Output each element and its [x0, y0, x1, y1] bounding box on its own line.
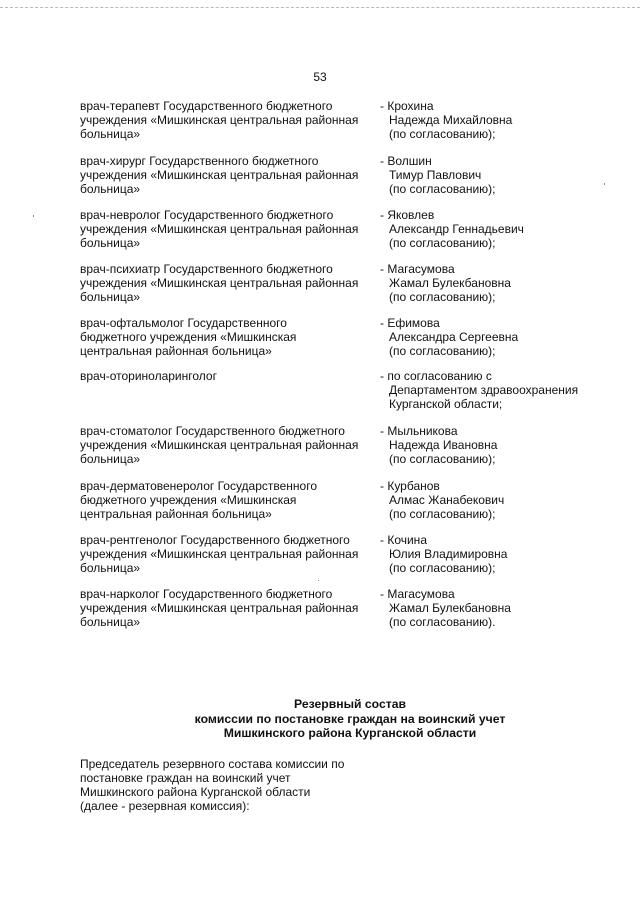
member-role	[80, 534, 380, 575]
member-role	[80, 100, 380, 141]
person-line: (по согласованию);	[389, 126, 496, 141]
chairman-line: Председатель резервного состава комиссии по	[80, 757, 345, 771]
member-person	[380, 588, 610, 629]
role-line: врач-оториноларинголог	[80, 369, 217, 383]
chairman-line: (далее - резервная комиссия):	[80, 799, 250, 813]
person-line: - Магасумова	[380, 262, 455, 276]
person-line: Александр Геннадьевич	[389, 221, 524, 236]
person-line: (по согласованию);	[389, 181, 496, 196]
role-line: врач-невролог Государственного бюджетного	[80, 208, 334, 222]
role-line: бюджетного учреждения «Мишкинская	[80, 492, 297, 507]
chairman-line: Мишкинского района Курганской области	[80, 785, 311, 799]
member-role	[80, 155, 380, 196]
scan-speck	[33, 215, 34, 217]
member-role	[80, 588, 380, 629]
chairman-line: постановке граждан на воинский учет	[80, 771, 291, 785]
role-line: больница»	[80, 235, 141, 250]
chairman-paragraph	[80, 757, 400, 813]
person-line: - Яковлев	[380, 208, 435, 222]
page-number: 53	[313, 70, 327, 84]
member-role	[80, 370, 380, 384]
person-line: Курганской области;	[389, 396, 503, 411]
heading-line: комиссии по постановке граждан на воинский учет	[194, 711, 506, 726]
role-line: учреждения «Мишкинская центральная районная	[80, 437, 359, 452]
reserve-heading	[170, 697, 530, 741]
role-line: врач-стоматолог Государственного бюджетного	[80, 424, 345, 438]
person-line: (по согласованию);	[389, 560, 496, 575]
person-line: Надежда Михайловна	[389, 112, 513, 127]
person-line: (по согласованию).	[389, 614, 496, 629]
scan-speck	[604, 183, 605, 185]
role-line: больница»	[80, 614, 141, 629]
person-line: (по согласованию);	[389, 506, 496, 521]
scan-edge-line	[0, 7, 640, 8]
person-line: - Волшин	[380, 154, 432, 168]
role-line: больница»	[80, 181, 141, 196]
scan-speck	[318, 580, 319, 581]
role-line: центральная районная больница»	[80, 506, 272, 521]
member-person	[380, 534, 610, 575]
member-role	[80, 209, 380, 250]
person-line: (по согласованию);	[389, 289, 496, 304]
person-line: Надежда Ивановна	[389, 437, 498, 452]
person-line: - Магасумова	[380, 587, 455, 601]
person-line: (по согласованию);	[389, 235, 496, 250]
member-person	[380, 317, 610, 358]
person-line: Департаментом здравоохранения	[389, 382, 579, 397]
member-person	[380, 155, 610, 196]
role-line: врач-рентгенолог Государственного бюджетного	[80, 533, 350, 547]
role-line: учреждения «Мишкинская центральная районная	[80, 112, 359, 127]
member-person	[380, 480, 610, 521]
role-line: врач-офтальмолог Государственного	[80, 316, 287, 330]
person-line: Александра Сергеевна	[389, 329, 519, 344]
person-line: - Мыльникова	[380, 424, 458, 438]
role-line: врач-психиатр Государственного бюджетного	[80, 262, 333, 276]
role-line: бюджетного учреждения «Мишкинская	[80, 329, 297, 344]
member-person	[380, 370, 610, 411]
member-role	[80, 263, 380, 304]
person-line: - Кочина	[380, 533, 427, 547]
person-line: Жамал Булекбановна	[389, 600, 511, 615]
person-line: Юлия Владимировна	[389, 546, 508, 561]
role-line: больница»	[80, 451, 141, 466]
person-line: - Крохина	[380, 99, 434, 113]
member-person	[380, 100, 610, 141]
person-line: Жамал Булекбановна	[389, 275, 511, 290]
role-line: центральная районная больница»	[80, 343, 272, 358]
role-line: больница»	[80, 560, 141, 575]
role-line: учреждения «Мишкинская центральная районная	[80, 546, 359, 561]
person-line: - по согласованию с	[380, 369, 492, 383]
role-line: учреждения «Мишкинская центральная районная	[80, 167, 359, 182]
heading-line: Мишкинского района Курганской области	[223, 726, 477, 740]
person-line: - Ефимова	[380, 316, 440, 330]
person-line: (по согласованию);	[389, 343, 496, 358]
role-line: больница»	[80, 289, 141, 304]
person-line: Тимур Павлович	[389, 167, 482, 182]
member-role	[80, 425, 380, 466]
role-line: больница»	[80, 126, 141, 141]
role-line: учреждения «Мишкинская центральная районная	[80, 221, 359, 236]
heading-line: Резервный состав	[294, 697, 406, 711]
role-line: учреждения «Мишкинская центральная районная	[80, 600, 359, 615]
member-role	[80, 317, 380, 358]
role-line: врач-терапевт Государственного бюджетного	[80, 99, 333, 113]
person-line: - Курбанов	[380, 479, 440, 493]
member-person	[380, 263, 610, 304]
member-role	[80, 480, 380, 521]
member-person	[380, 425, 610, 466]
role-line: учреждения «Мишкинская центральная районная	[80, 275, 359, 290]
person-line: Алмас Жанабекович	[389, 492, 505, 507]
role-line: врач-нарколог Государственного бюджетного	[80, 587, 333, 601]
person-line: (по согласованию);	[389, 451, 496, 466]
member-person	[380, 209, 610, 250]
role-line: врач-хирург Государственного бюджетного	[80, 154, 319, 168]
role-line: врач-дерматовенеролог Государственного	[80, 479, 318, 493]
